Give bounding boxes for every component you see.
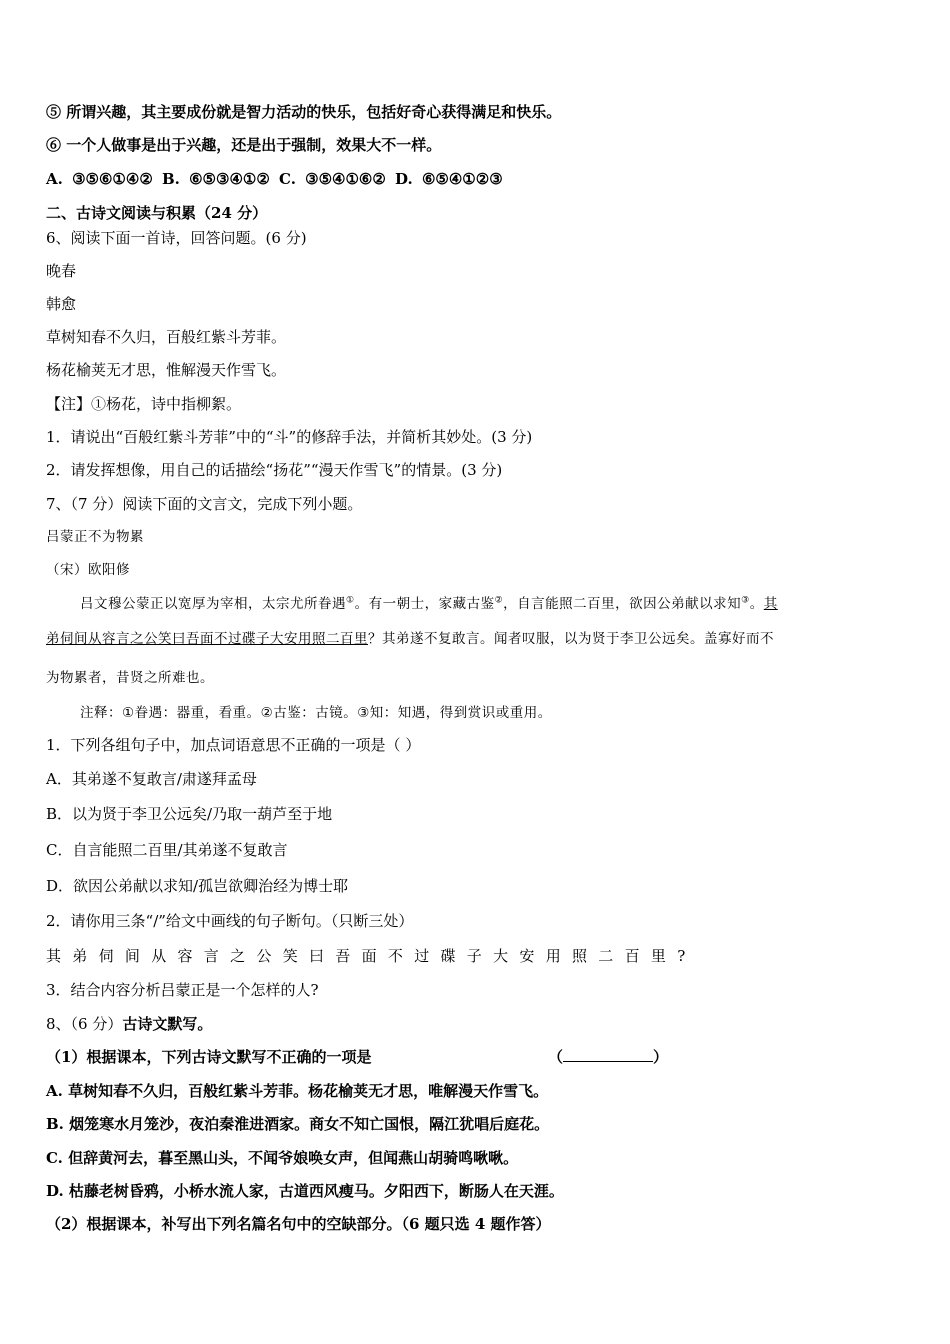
option-a: A．其弟遂不复敢言/肃遂拜孟母 [46,770,257,788]
footnote-mark: ③ [741,595,750,606]
option-line-5: ⑤ 所谓兴趣，其主要成份就是智力活动的快乐，包括好奇心获得满足和快乐。 [46,103,562,121]
paren-left: （ [548,1048,564,1066]
question-7-1: 1．下列各组句子中，加点词语意思不正确的一项是（ ） [46,736,421,754]
question-7-2: 2．请你用三条“/”给文中画线的句子断句。（只断三处） [46,912,414,930]
question-8-1 [46,1047,910,1067]
passage-title: 吕蒙正不为物累 [46,529,144,545]
choice-line: A. ③⑤⑥①④② B. ⑥⑤③④①② C. ③⑤④①⑥② D. ⑥⑤④①②③ [46,170,503,188]
poem-author: 韩愈 [46,295,77,313]
passage-text: 吕文穆公蒙正以宽厚为宰相，太宗尤所眷遇 [80,596,346,612]
paren-right: ） [653,1048,669,1066]
passage-notes: 注释：①眷遇：器重，看重。②古鉴：古镜。③知：知遇，得到赏识或重用。 [80,705,552,721]
option-c: C．自言能照二百里/其弟遂不复敢言 [46,841,288,859]
passage-para-line-3: 为物累者，昔贤之所难也。 [46,670,214,686]
question-8-title [46,1014,910,1034]
question-8-1-text: （1）根据课本，下列古诗文默写不正确的一项是 [46,1048,372,1066]
sentence-to-punctuate: 其弟伺间从容言之公笑曰吾面不过碟子大安用照二百里? [46,947,697,965]
passage-para-line-2 [46,629,910,649]
poem-note: 【注】①杨花，诗中指柳絮。 [46,395,242,413]
poem-line-1: 草树知春不久归，百般红紫斗芳菲。 [46,328,287,346]
option-b: B．以为贤于李卫公远矣/乃取一葫芦至于地 [46,805,333,823]
option-8-a: A. 草树知春不久归，百般红紫斗芳菲。杨花榆荚无才思，唯解漫天作雪飞。 [46,1082,549,1100]
option-d: D．欲因公弟献以求知/孤岂欲卿治经为博士耶 [46,877,349,895]
passage-para-line-1 [80,594,910,614]
option-8-b: B. 烟笼寒水月笼沙，夜泊秦淮进酒家。商女不知亡国恨，隔江犹唱后庭花。 [46,1115,550,1133]
question-7-3: 3．结合内容分析吕蒙正是一个怎样的人? [46,981,319,999]
option-8-c: C. 但辞黄河去，暮至黑山头，不闻爷娘唤女声，但闻燕山胡骑鸣啾啾。 [46,1149,519,1167]
question-6-title: 6、阅读下面一首诗，回答问题。(6 分) [46,229,307,247]
blank-line [563,1047,653,1062]
section-heading-2: 二、古诗文阅读与积累（24 分） [46,204,268,222]
question-6-2: 2．请发挥想像，用自己的话描绘“扬花”“漫天作雪飞”的情景。(3 分) [46,461,503,479]
underlined-sentence: 弟伺间从容言之公笑曰吾面不过碟子大安用照二百里 [46,631,368,647]
question-6-1: 1．请说出“百般红紫斗芳菲”中的“斗”的修辞手法，并简析其妙处。(3 分) [46,428,533,446]
underlined-sentence: 其 [763,596,778,612]
footnote-mark: ① [346,595,355,606]
passage-text: ？其弟遂不复敢言。闻者叹服，以为贤于李卫公远矣。盖寡好而不 [368,631,774,647]
footnote-mark: ② [494,595,504,606]
poem-line-2: 杨花榆荚无才思，惟解漫天作雪飞。 [46,361,287,379]
option-line-6: ⑥ 一个人做事是出于兴趣，还是出于强制，效果大不一样。 [46,136,442,154]
passage-text: ，自言能照二百里，欲因公弟献以求知 [503,596,742,612]
poem-title: 晚春 [46,262,77,280]
answer-blank [548,1047,668,1067]
passage-author: （宋）欧阳修 [46,562,130,578]
passage-text: 。有一朝士，家藏古鉴 [354,596,495,612]
passage-text: 。 [749,596,764,612]
question-7-title: 7、（7 分）阅读下面的文言文，完成下列小题。 [46,495,363,513]
question-8-topic: 古诗文默写。 [122,1015,213,1033]
question-8-number: 8、（6 分） [46,1015,123,1033]
option-8-d: D. 枯藤老树昏鸦，小桥水流人家，古道西风瘦马。夕阳西下，断肠人在天涯。 [46,1182,564,1200]
question-8-2: （2）根据课本，补写出下列名篇名句中的空缺部分。（6 题只选 4 题作答） [46,1215,551,1233]
